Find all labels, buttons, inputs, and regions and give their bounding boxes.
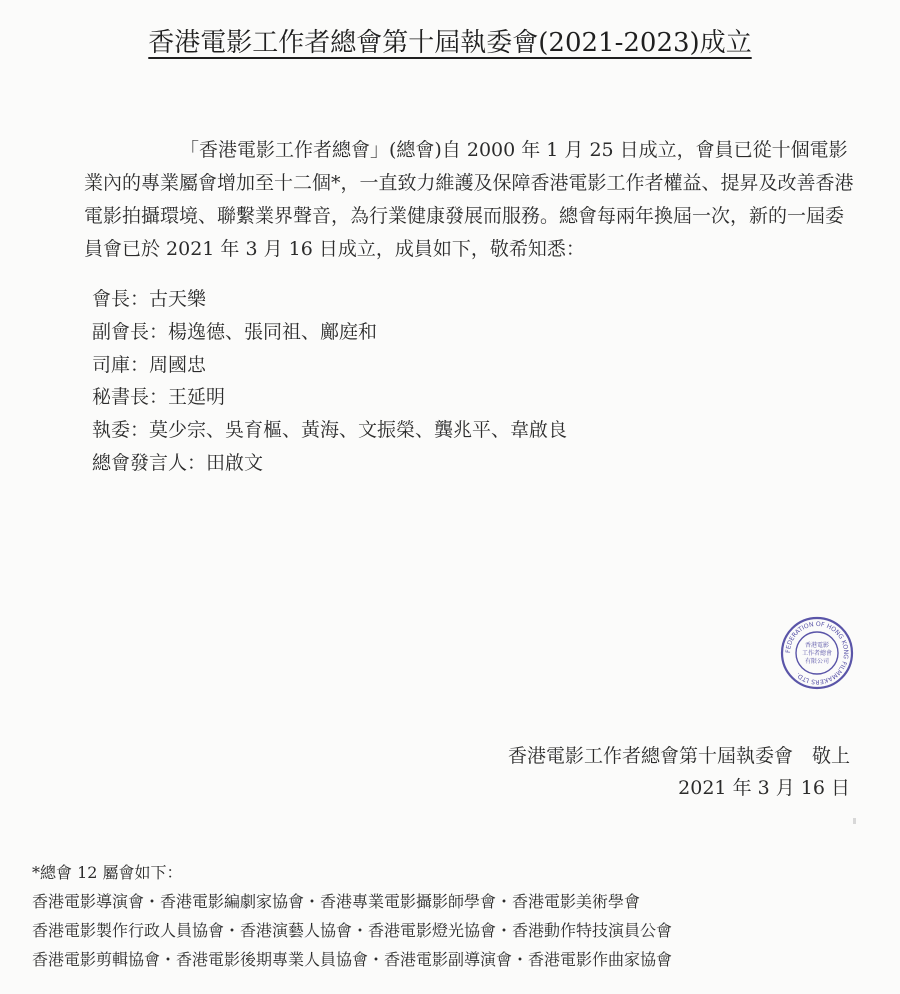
- footnote-line: 香港電影導演會・香港電影編劇家協會・香港專業電影攝影師學會・香港電影美術學會: [32, 892, 641, 911]
- seal-outer-text: FEDERATION OF HONG KONG FILMMAKERS LTD.: [784, 620, 850, 686]
- svg-text:香港電影: 香港電影: [804, 642, 830, 649]
- signature-org: 香港電影工作者總會第十屆執委會 敬上: [507, 745, 850, 767]
- signature-block: [508, 740, 850, 804]
- footnote-line: 香港電影剪輯協會・香港電影後期專業人員協會・香港電影副導演會・香港電影作曲家協會: [32, 950, 673, 969]
- document-title: 香港電影工作者總會第十屆執委會(2021-2023)成立: [148, 28, 752, 58]
- footnote-heading: *總會 12 屬會如下：: [32, 863, 183, 882]
- footnote-line: 香港電影製作行政人員協會・香港演藝人協會・香港電影燈光協會・香港動作特技演員公會: [32, 921, 673, 940]
- member-line-executive-committee: 執委：莫少宗、吳育樞、黃海、文振榮、龔兆平、韋啟良: [92, 419, 568, 442]
- member-line-secretary-general: 秘書長：王延明: [92, 386, 226, 409]
- member-line-vice-chairmen: 副會長：楊逸德、張同祖、鄺庭和: [92, 320, 378, 343]
- member-list: [92, 283, 567, 480]
- member-line-spokesperson: 總會發言人：田啟文: [92, 451, 264, 474]
- member-line-chairman: 會長：古天樂: [92, 288, 207, 310]
- svg-text:工作者總會: 工作者總會: [801, 650, 833, 657]
- scan-mark: [853, 818, 856, 824]
- signature-date: 2021 年 3 月 16 日: [678, 777, 850, 799]
- intro-paragraph: [84, 134, 854, 266]
- svg-text:有限公司: 有限公司: [804, 658, 830, 665]
- member-line-treasurer: 司庫：周國忠: [92, 353, 207, 376]
- company-seal: [780, 616, 854, 690]
- intro-text: 「香港電影工作者總會」(總會)自 2000 年 1 月 25 日成立，會員已從十個電影業內的專業屬會增加至十二個*，一直致力維護及保障香港電影工作者權益、提昇及改善香港電影拍攝環境、聯繫業界聲音，為行業健康發展而服務。總會每兩年換屆一次，新的一屆委員會已於 2021 年 3 月 16 日成立，成員如下，敬希知悉：: [84, 139, 854, 260]
- footnote: [32, 858, 872, 974]
